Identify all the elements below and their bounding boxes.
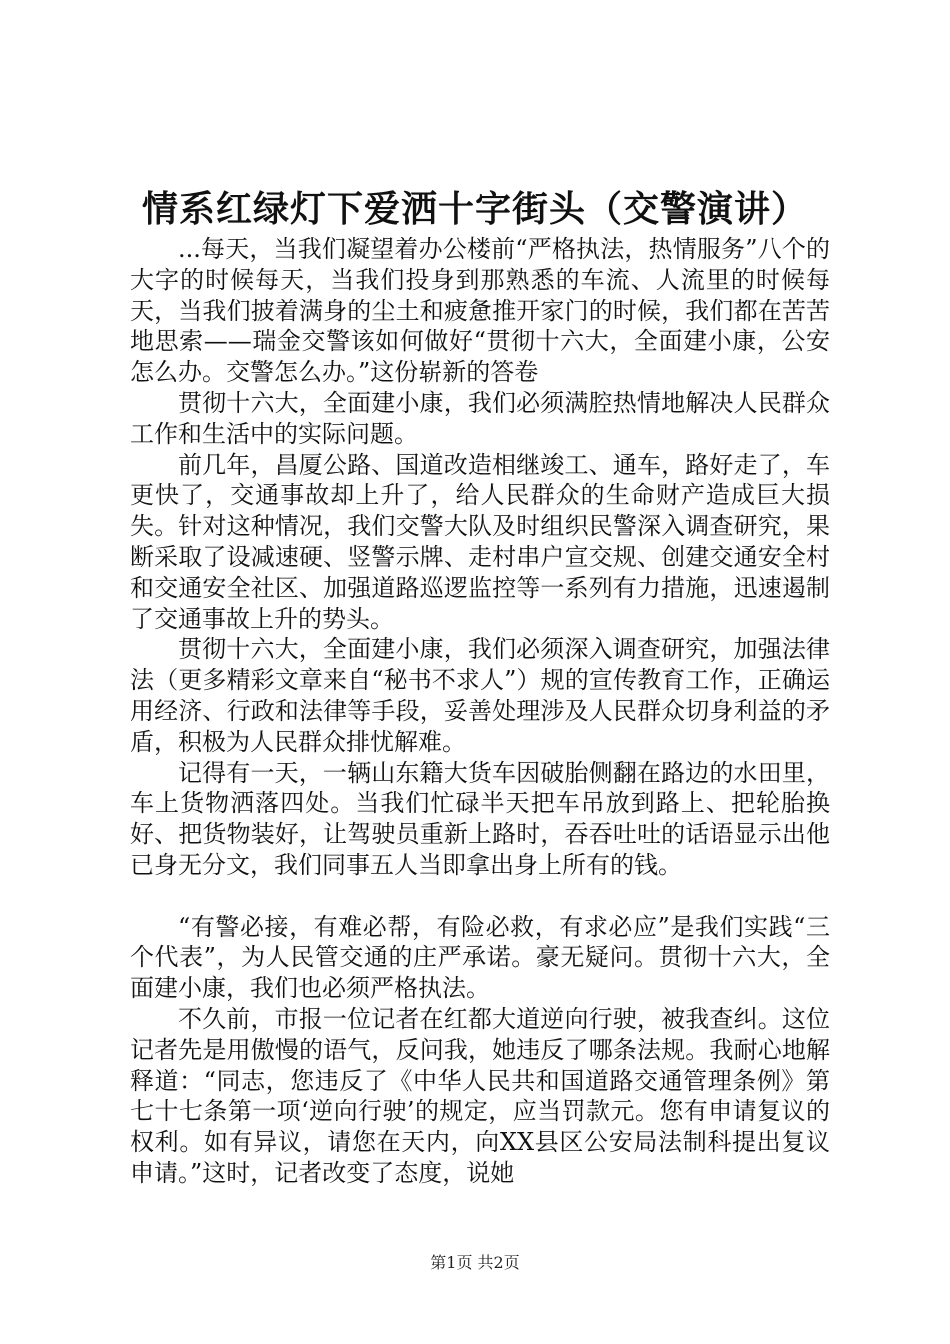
document-body <box>130 234 830 1189</box>
paragraph-spacer <box>130 881 830 912</box>
paragraph-1: ...每天，当我们凝望着办公楼前“严格执法，热情服务”八个的大字的时候每天，当我们投身到那熟悉的车流、人流里的时候每天，当我们披着满身的尘土和疲惫推开家门的时候，我们都在苦苦地思索——瑞金交警该如何做好“贯彻十六大，全面建小康，公安怎么办。交警怎么办。”这份崭新的答卷 <box>130 235 830 387</box>
page-footer: 第1页 共2页 <box>430 1253 520 1272</box>
paragraph-3: 前几年，昌厦公路、国道改造相继竣工、通车，路好走了，车更快了，交通事故却上升了，给人民群众的生命财产造成巨大损失。针对这种情况，我们交警大队及时组织民警深入调查研究，果断采取了设减速硬、竖警示牌、走村串户宣交规、创建交通安全村和交通安全社区、加强道路巡逻监控等一系列有力措施，迅速遏制了交通事故上升的势头。 <box>130 450 830 633</box>
paragraph-2: 贯彻十六大，全面建小康，我们必须满腔热情地解决人民群众工作和生活中的实际问题。 <box>130 388 830 448</box>
paragraph-5: 记得有一天，一辆山东籍大货车因破胎侧翻在路边的水田里，车上货物洒落四处。当我们忙碌半天把车吊放到路上、把轮胎换好、把货物装好，让驾驶员重新上路时，吞吞吐吐的话语显示出他已身无分文，我们同事五人当即拿出身上所有的钱。 <box>130 758 830 879</box>
paragraph-4: 贯彻十六大，全面建小康，我们必须深入调查研究，加强法律法（更多精彩文章来自“秘书不求人”）规的宣传教育工作，正确运用经济、行政和法律等手段，妥善处理涉及人民群众切身利益的矛盾，积极为人民群众排忧解难。 <box>130 635 830 756</box>
paragraph-7: 不久前，市报一位记者在红都大道逆向行驶，被我查纠。这位记者先是用傲慢的语气，反问我，她违反了哪条法规。我耐心地解释道：“同志，您违反了《中华人民共和国道路交通管理条例》第七十七条第一项‘逆向行驶’的规定，应当罚款元。您有申请复议的权利。如有异议，请您在天内，向XX县区公安局法制科提出复议申请。”这时，记者改变了态度，说她 <box>130 1004 830 1187</box>
paragraph-6: “有警必接，有难必帮，有险必救，有求必应”是我们实践“三个代表”，为人民管交通的庄严承诺。豪无疑问。贯彻十六大，全面建小康，我们也必须严格执法。 <box>130 912 830 1003</box>
document-title: 情系红绿灯下爱洒十字街头（交警演讲） <box>141 189 808 230</box>
